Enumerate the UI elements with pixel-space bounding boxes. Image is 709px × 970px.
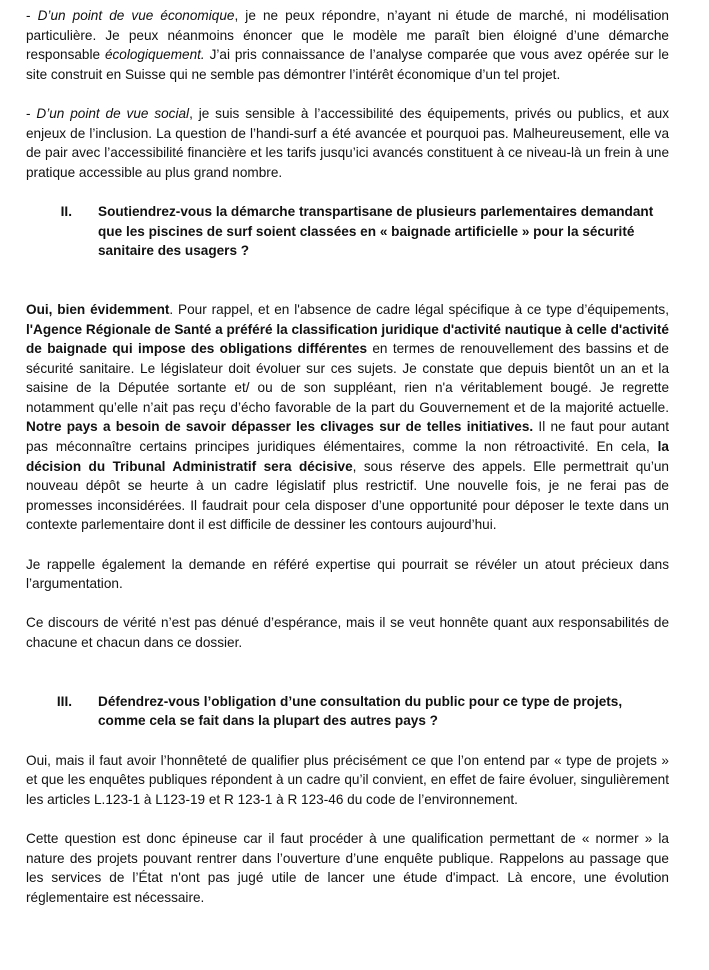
question-2-number: II.: [60, 203, 72, 219]
question-2-text: Soutiendrez-vous la démarche transpartisane de plusieurs parlementaires demandant que les piscines de surf soient classées en « baignade artificielle » pour la sécurité sanitaire des usagers ?: [98, 203, 654, 259]
dash: -: [26, 8, 38, 23]
answer-2-text-3: Il ne faut pour autant pas méconnaître certains principes juridiques élémentaires, comme la non rétroactivité. En cela,: [26, 419, 669, 455]
answer-2-bold-3: Notre pays a besoin de savoir dépasser les clivages sur de telles initiatives.: [26, 419, 534, 435]
word-ecologically: écologiquement.: [104, 47, 205, 63]
text-economic-2: J’ai pris connaissance de l’analyse comparée que vous avez opérée sur le site construit en Suisse qui ne semble pas démontrer l’intérêt économique d’un tel projet.: [26, 47, 669, 82]
heading-social: D’un point de vue social: [36, 105, 190, 121]
question-3-number: III.: [56, 693, 72, 709]
paragraph-economic: [26, 6, 669, 84]
text-social-1: , je suis sensible à l’accessibilité des équipements, privés ou publics, et aux enjeux de l’inclusion. La question de l’handi-surf a été avancée et pourquoi pas. Malheureusement, elle va de pair avec l’accessibilité financière et les tarifs jusqu’ici avancés constituent à ce niveau-là un frein à une pratique accessible au plus grand nombre.: [26, 105, 669, 180]
heading-economic: D’un point de vue économique: [37, 8, 235, 23]
dash: -: [26, 105, 37, 121]
answer-3-part-1: Oui, mais il faut avoir l’honnêteté de qualifier plus précisément ce que l’on entend par « type de projets » et que les enquêtes publiques répondent à un cadre qu’il convient, en effet de faire évoluer, singulièrement les articles L.123-1 à L123-19 et R 123-1 à R 123-46 du code de l’environnement.: [26, 752, 669, 807]
answer-2-text-1: . Pour rappel, et en l'absence de cadre légal spécifique à ce type d’équipements,: [169, 301, 669, 317]
question-2: [26, 202, 669, 261]
question-3-text: Défendrez-vous l’obligation d’une consultation du public pour ce type de projets, comme cela se fait dans la plupart des autres pays ?: [98, 693, 623, 729]
paragraph-expertise: Je rappelle également la demande en référé expertise qui pourrait se révéler un atout précieux dans l’argumentation.: [26, 556, 669, 592]
answer-2-text-2: en termes de renouvellement des bassins et de sécurité sanitaire. Le législateur doit évoluer sur ces sujets. Je constate que depuis bientôt un an et la saisine de la Députée sortante et/ ou de son suppléant, rien n'a véritablement bougé. Je regrette notamment qu’elle n’ait pas reçu d’écho favorable de la part du Gouvernement et de la majorité actuelle.: [26, 341, 669, 415]
answer-2-text-4: , sous réserve des appels. Elle permettrait qu’un nouveau dépôt se heurte à un cadre législatif plus restrictif. Une nouvelle fois, je ne ferai pas de promesses inconsidérées. Il faudrait pour cela disposer d’une opportunité pour déposer le texte dans un contexte parlementaire dont il est difficile de dessiner les contours aujourd’hui.: [26, 458, 669, 533]
answer-2-bold-4: la décision du Tribunal Administratif sera décisive: [26, 439, 669, 474]
question-3: [26, 692, 669, 731]
answer-2: [26, 300, 669, 535]
answer-3-part-2: Cette question est donc épineuse car il faut procéder à une qualification permettant de « normer » la nature des projets pouvant rentrer dans l’ouverture d’une enquête publique. Rappelons au passage que les services de l’État n'ont pas jugé utile de lancer une étude d'impact. Là encore, une évolution réglementaire est nécessaire.: [26, 830, 669, 905]
paragraph-social: [26, 104, 669, 182]
answer-2-bold-2: l'Agence Régionale de Santé a préféré la classification juridique d'activité nautique à celle d'activité de baignade qui impose des obligations différentes: [26, 321, 669, 357]
text-economic-1: , je ne peux répondre, n’ayant ni étude de marché, ni modélisation particulière. Je peux néanmoins énoncer que le modèle me paraît bien éloigné d’une démarche responsable: [26, 8, 669, 63]
paragraph-discourse: Ce discours de vérité n’est pas dénué d’espérance, mais il se veut honnête quant aux responsabilités de chacune et chacun dans ce dossier.: [26, 615, 669, 650]
answer-2-bold-1: Oui, bien évidemment: [26, 301, 170, 317]
